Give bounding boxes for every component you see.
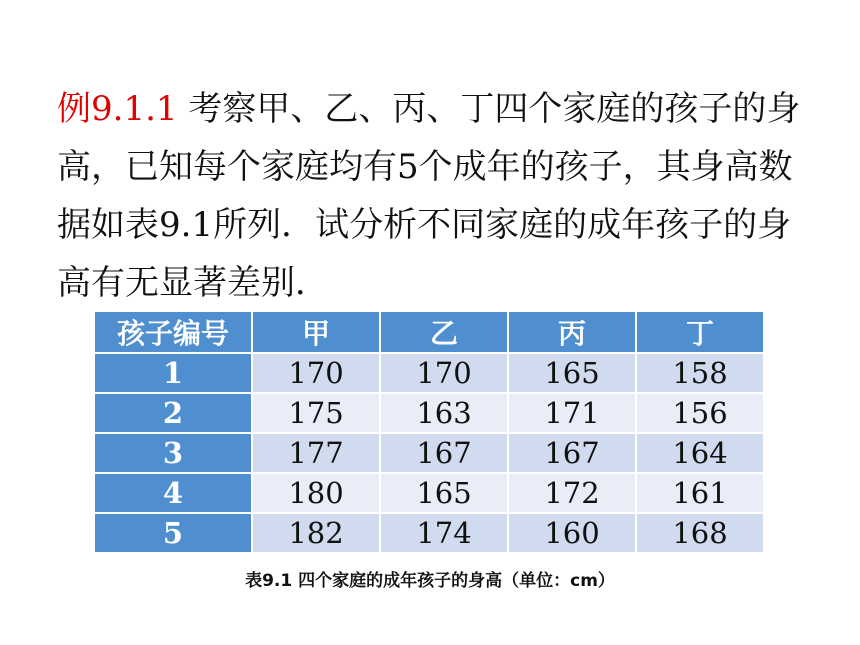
table-cell: 170 bbox=[380, 353, 508, 393]
example-line-4: 高有无显著差别． bbox=[57, 263, 329, 303]
table-cell: 165 bbox=[508, 353, 636, 393]
example-line-1: 考察甲、乙、丙、丁四个家庭的孩子的身 bbox=[177, 89, 801, 129]
table-cell: 170 bbox=[252, 353, 380, 393]
table-cell: 167 bbox=[508, 433, 636, 473]
table-row bbox=[94, 433, 764, 473]
header-family-ding: 丁 bbox=[636, 311, 764, 353]
table-cell: 171 bbox=[508, 393, 636, 433]
height-table bbox=[93, 310, 765, 554]
table-row bbox=[94, 513, 764, 553]
table-cell: 164 bbox=[636, 433, 764, 473]
row-id: 2 bbox=[94, 393, 252, 433]
row-id: 3 bbox=[94, 433, 252, 473]
example-paragraph bbox=[57, 80, 802, 312]
table-cell: 175 bbox=[252, 393, 380, 433]
example-line-3-number: 9.1 bbox=[159, 205, 214, 245]
table-cell: 174 bbox=[380, 513, 508, 553]
table-cell: 161 bbox=[636, 473, 764, 513]
table-cell: 167 bbox=[380, 433, 508, 473]
example-line-3b: 所列．试分析不同家庭的成年孩子的身 bbox=[213, 205, 792, 245]
header-child-number: 孩子编号 bbox=[94, 311, 252, 353]
row-id: 5 bbox=[94, 513, 252, 553]
example-line-2a: 高，已知每个家庭均有 bbox=[57, 147, 397, 187]
row-id: 1 bbox=[94, 353, 252, 393]
table-cell: 160 bbox=[508, 513, 636, 553]
example-line-2b: 个成年的孩子，其身高数 bbox=[418, 147, 793, 187]
table-header-row bbox=[94, 311, 764, 353]
table-cell: 165 bbox=[380, 473, 508, 513]
table-cell: 180 bbox=[252, 473, 380, 513]
table-cell: 182 bbox=[252, 513, 380, 553]
table-cell: 172 bbox=[508, 473, 636, 513]
row-id: 4 bbox=[94, 473, 252, 513]
header-family-bing: 丙 bbox=[508, 311, 636, 353]
table-cell: 156 bbox=[636, 393, 764, 433]
example-line-2-number: 5 bbox=[397, 147, 419, 187]
example-tag: 例9.1.1 bbox=[57, 89, 178, 129]
header-family-jia: 甲 bbox=[252, 311, 380, 353]
table-cell: 177 bbox=[252, 433, 380, 473]
table-cell: 163 bbox=[380, 393, 508, 433]
table-cell: 158 bbox=[636, 353, 764, 393]
table-row bbox=[94, 353, 764, 393]
table-caption: 表9.1 四个家庭的成年孩子的身高（单位：cm） bbox=[245, 571, 615, 591]
table-cell: 168 bbox=[636, 513, 764, 553]
table-row bbox=[94, 393, 764, 433]
example-line-3a: 据如表 bbox=[57, 205, 159, 245]
table-row bbox=[94, 473, 764, 513]
header-family-yi: 乙 bbox=[380, 311, 508, 353]
